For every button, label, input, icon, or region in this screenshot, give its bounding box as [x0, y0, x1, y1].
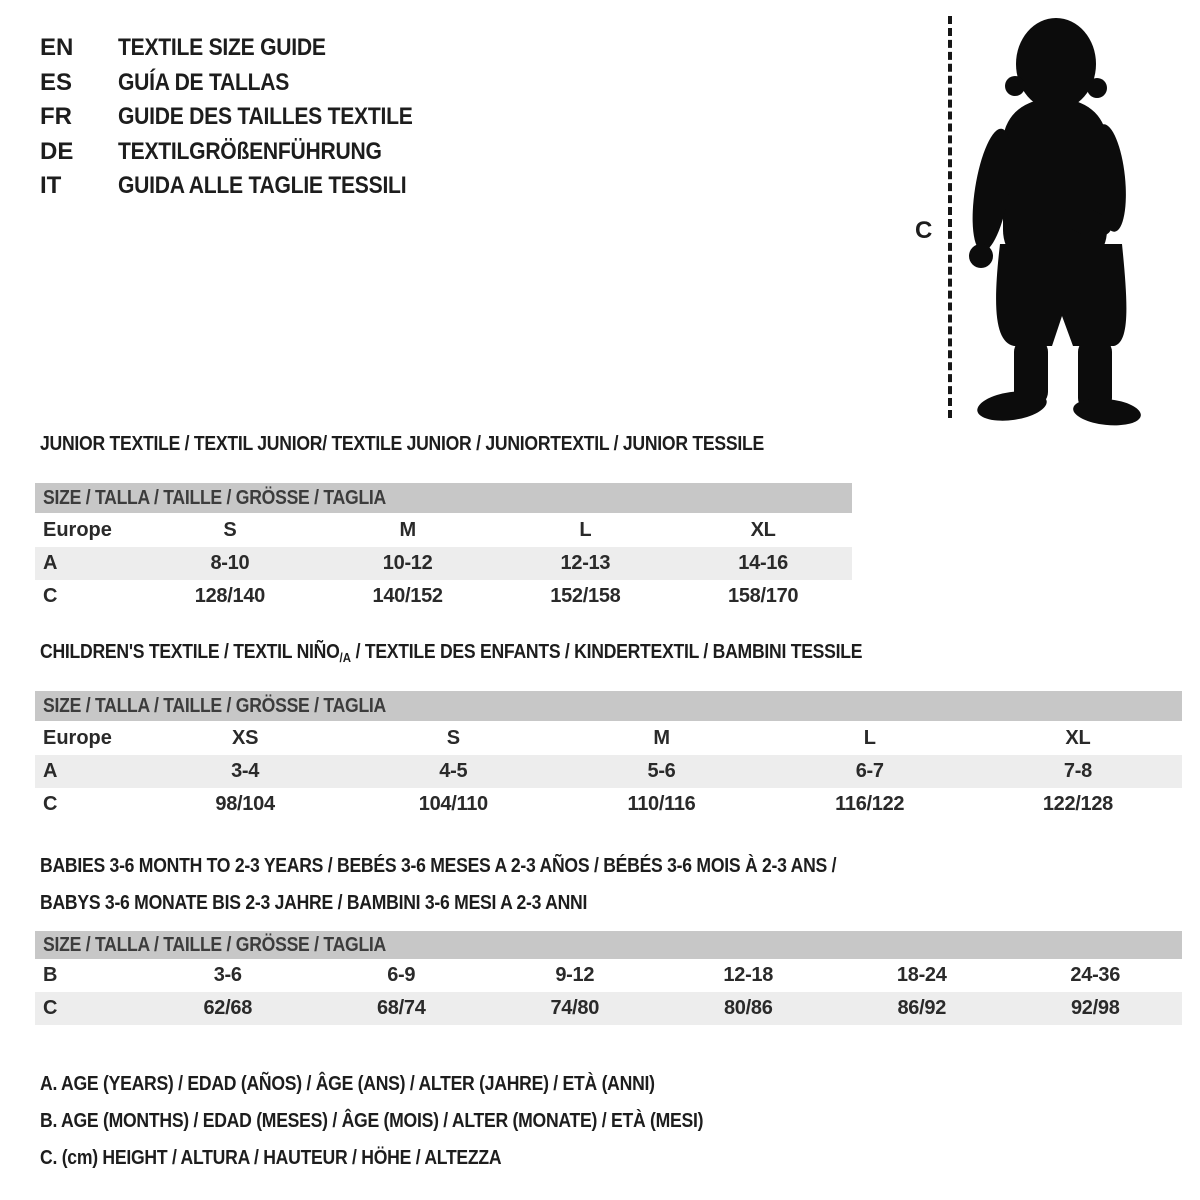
row-label: C — [43, 997, 58, 1019]
row-label: B — [43, 964, 58, 986]
table-cell: 158/170 — [728, 585, 799, 607]
table-cell: 14-16 — [738, 552, 788, 574]
table-cell: 6-9 — [387, 964, 416, 986]
toddler-silhouette-icon — [956, 12, 1160, 426]
legend-line-b: B. AGE (MONTHS) / EDAD (MESES) / ÂGE (MOIS) / ALTER (MONATE) / ETÀ (MESI) — [40, 1110, 704, 1132]
language-code: FR — [40, 103, 72, 130]
row-label: C — [43, 793, 58, 815]
table-cell: 74/80 — [550, 997, 600, 1019]
language-title: GUÍA DE TALLAS — [118, 68, 290, 96]
table-cell: 3-4 — [231, 760, 260, 782]
junior-section-title: JUNIOR TEXTILE / TEXTIL JUNIOR/ TEXTILE JUNIOR / JUNIORTEXTIL / JUNIOR TESSILE — [40, 433, 764, 455]
table-header-band: SIZE / TALLA / TAILLE / GRÖSSE / TAGLIA — [35, 931, 1182, 959]
table-cell: 7-8 — [1063, 760, 1092, 782]
language-row-it — [40, 169, 453, 204]
table-cell: 5-6 — [647, 760, 676, 782]
language-row-en — [40, 31, 453, 66]
table-row — [35, 547, 852, 580]
table-cell: M — [653, 727, 670, 749]
height-measure-label: C — [915, 217, 933, 244]
table-cell: XL — [750, 519, 776, 541]
row-label: C — [43, 585, 58, 607]
table-cell: 128/140 — [194, 585, 265, 607]
table-row — [35, 721, 1182, 755]
row-label: A — [43, 760, 58, 782]
measurement-legend — [40, 1066, 794, 1177]
language-row-de — [40, 135, 453, 170]
table-row — [35, 755, 1182, 788]
table-cell: 12-13 — [560, 552, 611, 574]
table-cell: M — [399, 519, 416, 541]
language-code: EN — [40, 34, 74, 61]
table-cell: 62/68 — [203, 997, 253, 1019]
language-row-es — [40, 66, 453, 101]
table-cell: 12-18 — [723, 964, 774, 986]
table-cell: 8-10 — [210, 552, 250, 574]
language-title: GUIDE DES TAILLES TEXTILE — [118, 103, 413, 130]
table-row — [35, 788, 1182, 821]
table-cell: L — [863, 727, 876, 749]
table-row — [35, 580, 852, 613]
row-label: Europe — [43, 727, 112, 749]
table-row — [35, 992, 1182, 1025]
legend-line-a: A. AGE (YEARS) / EDAD (AÑOS) / ÂGE (ANS) / ALTER (JAHRE) / ETÀ (ANNI) — [40, 1073, 655, 1095]
table-cell: 10-12 — [382, 552, 433, 574]
table-cell: XS — [232, 727, 259, 749]
table-cell: 140/152 — [372, 585, 443, 607]
table-cell: 104/110 — [418, 793, 488, 815]
legend-line-c: C. (cm) HEIGHT / ALTURA / HAUTEUR / HÖHE / ALTEZZA — [40, 1147, 502, 1169]
language-title: TEXTILE SIZE GUIDE — [118, 34, 326, 61]
table-cell: 6-7 — [855, 760, 884, 782]
table-header-band: SIZE / TALLA / TAILLE / GRÖSSE / TAGLIA — [35, 483, 852, 513]
table-cell: 18-24 — [896, 964, 947, 986]
babies-section-title: BABIES 3-6 MONTH TO 2-3 YEARS / BEBÉS 3-6 MESES A 2-3 AÑOS / BÉBÉS 3-6 MOIS À 2-3 ANS / BABYS 3-6 MONATE BIS 2-3 JAHRE / BAMBINI 3-6 MESI A 2-3 ANNI — [40, 855, 837, 914]
table-cell: 110/116 — [627, 793, 696, 815]
children-size-table — [35, 691, 1182, 821]
language-code: ES — [40, 68, 73, 96]
table-cell: 116/122 — [835, 793, 905, 815]
language-code: DE — [40, 137, 74, 165]
table-cell: 4-5 — [439, 760, 468, 782]
table-cell: 92/98 — [1070, 997, 1120, 1019]
table-cell: S — [446, 727, 460, 749]
table-cell: XL — [1065, 727, 1091, 749]
table-row — [35, 959, 1182, 992]
table-cell: 152/158 — [550, 585, 621, 607]
table-cell: 86/92 — [897, 997, 947, 1019]
table-cell: 24-36 — [1070, 964, 1121, 986]
language-title: GUIDA ALLE TAGLIE TESSILI — [118, 172, 407, 199]
table-cell: S — [223, 519, 237, 541]
table-cell: 122/128 — [1042, 793, 1114, 815]
row-label: A — [43, 552, 58, 574]
language-title-list — [40, 31, 453, 204]
nino-a-subscript: /A — [339, 650, 351, 665]
children-section-title: CHILDREN'S TEXTILE / TEXTIL $NIÑO_{/A}$ / TEXTILE DES ENFANTS / KINDERTEXTIL / BAMBINI TESSILE — [40, 641, 863, 665]
language-code: IT — [40, 172, 62, 199]
table-row — [35, 513, 852, 547]
table-cell: 9-12 — [555, 964, 595, 986]
row-label: Europe — [43, 519, 112, 541]
junior-size-table — [35, 483, 852, 613]
table-header-band: SIZE / TALLA / TAILLE / GRÖSSE / TAGLIA — [35, 691, 1182, 721]
table-cell: 80/86 — [723, 997, 773, 1019]
babies-size-table — [35, 931, 1182, 1025]
table-cell: 3-6 — [213, 964, 242, 986]
language-row-fr — [40, 100, 453, 135]
height-measure-dashed-line — [948, 16, 952, 418]
table-cell: 68/74 — [376, 997, 426, 1019]
language-title: TEXTILGRÖßENFÜHRUNG — [118, 137, 382, 165]
table-cell: L — [579, 519, 592, 541]
table-cell: 98/104 — [215, 793, 275, 815]
